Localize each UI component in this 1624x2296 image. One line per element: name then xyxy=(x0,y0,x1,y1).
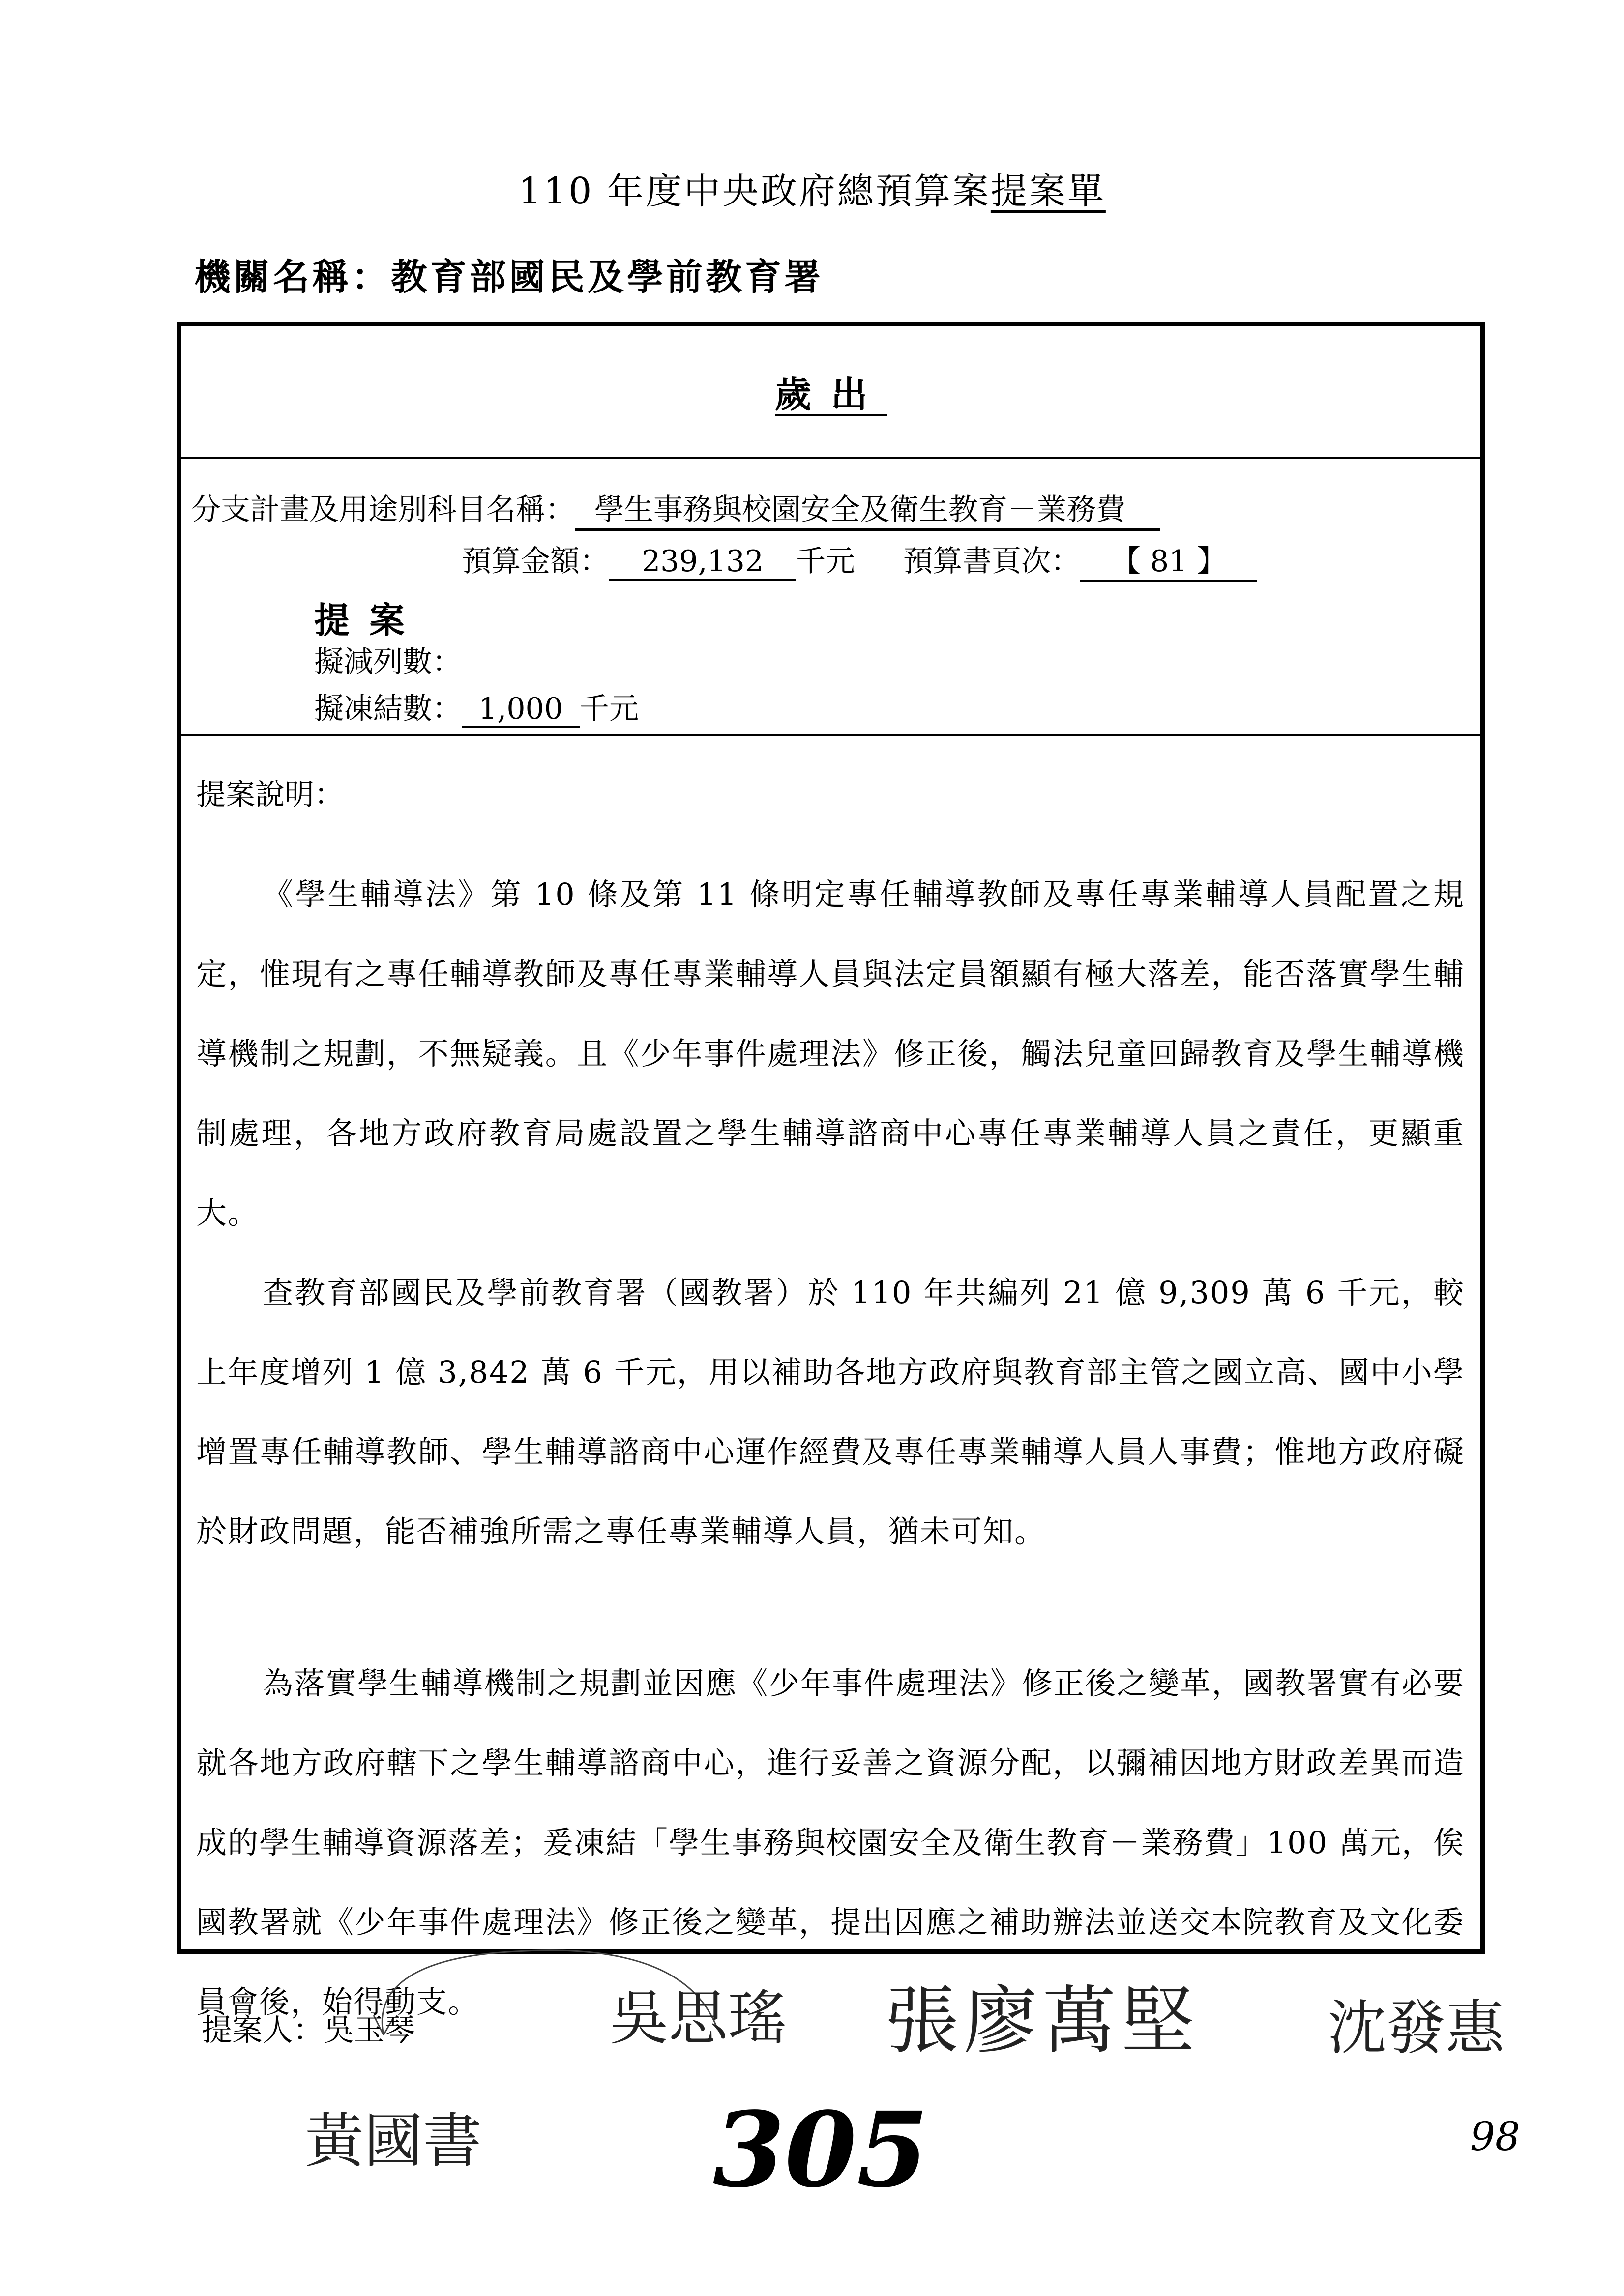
amount-row xyxy=(462,538,1257,582)
agency-line xyxy=(194,248,824,300)
explanation-paragraph-3: 為落實學生輔導機制之規劃並因應《少年事件處理法》修正後之變革，國教署實有必要就各地方政府轄下之學生輔導諮商中心，進行妥善之資源分配，以彌補因地方財政差異而造成的學生輔導資源落差；爰凍結「學生事務與校園安全及衛生教育－業務費」100 萬元，俟國教署就《少年事件處理法》修正後之變革，提出因應之補助辦法並送交本院教育及文化委員會後，始得動支。 xyxy=(196,1665,1465,2020)
item-label: 分支計畫及用途別科目名稱： xyxy=(191,493,575,527)
budget-info xyxy=(181,457,1480,736)
document-title xyxy=(0,162,1624,214)
reduce-row xyxy=(314,639,462,681)
signature-1: 吳思瑤 xyxy=(610,1984,787,2053)
agency-name: 教育部國民及學前教育署 xyxy=(391,256,824,298)
proposer-line xyxy=(202,2005,415,2049)
amount-unit: 千元 xyxy=(796,544,855,579)
proposer-name: 吳玉琴 xyxy=(324,2012,415,2048)
title-prefix: 110 年度中央政府總預算案 xyxy=(518,170,991,212)
freeze-row xyxy=(314,685,639,728)
reduce-label: 擬減列數： xyxy=(314,645,462,679)
agency-label: 機關名稱： xyxy=(194,256,391,298)
page-label: 預算書頁次： xyxy=(903,544,1081,579)
signature-4: 黃國書 xyxy=(305,2107,482,2176)
page-number: 98 xyxy=(1470,2114,1520,2159)
amount-label: 預算金額： xyxy=(462,544,609,579)
freeze-unit: 千元 xyxy=(580,692,639,726)
explanation-heading: 提案說明： xyxy=(196,778,344,812)
signature-2: 張廖萬堅 xyxy=(885,1978,1200,2064)
proposal-heading: 提案 xyxy=(314,599,425,641)
title-suffix: 提案單 xyxy=(990,170,1106,212)
explanation-paragraph-1: 《學生輔導法》第 10 條及第 11 條明定專任輔導教師及專任專業輔導人員配置之規定，惟現有之專任輔導教師及專任專業輔導人員與法定員額顯有極大落差，能否落實學生輔導機制之規劃，不無疑義。且《少年事件處理法》修正後，觸法兒童回歸教育及學生輔導機制處理，各地方政府教育局處設置之學生輔導諮商中心專任專業輔導人員之責任，更顯重大。 xyxy=(196,876,1465,1231)
proposer-label: 提案人： xyxy=(202,2012,324,2048)
item-row xyxy=(191,486,1160,531)
section-heading xyxy=(181,326,1480,459)
freeze-value: 1,000 xyxy=(462,692,580,728)
handwritten-number: 305 xyxy=(713,2089,929,2210)
signature-3: 沈發惠 xyxy=(1328,1994,1505,2063)
freeze-label: 擬凍結數： xyxy=(314,692,462,726)
amount-value: 239,132 xyxy=(609,544,796,581)
page-value: 【 81 】 xyxy=(1080,538,1257,582)
explanation-paragraph-2: 查教育部國民及學前教育署（國教署）於 110 年共編列 21 億 9,309 萬 6 千元，較上年度增列 1 億 3,842 萬 6 千元，用以補助各地方政府與教育部主管之國立高、國中小學增置專任輔導教師、學生輔導諮商中心運作經費及專任專業輔導人員人事費；惟地方政府礙於財政問題，能否補強所需之專任專業輔導人員，猶未可知。 xyxy=(196,1275,1465,1549)
item-name: 學生事務與校園安全及衛生教育－業務費 xyxy=(575,486,1160,531)
section-heading-text: 歲出 xyxy=(775,373,887,416)
